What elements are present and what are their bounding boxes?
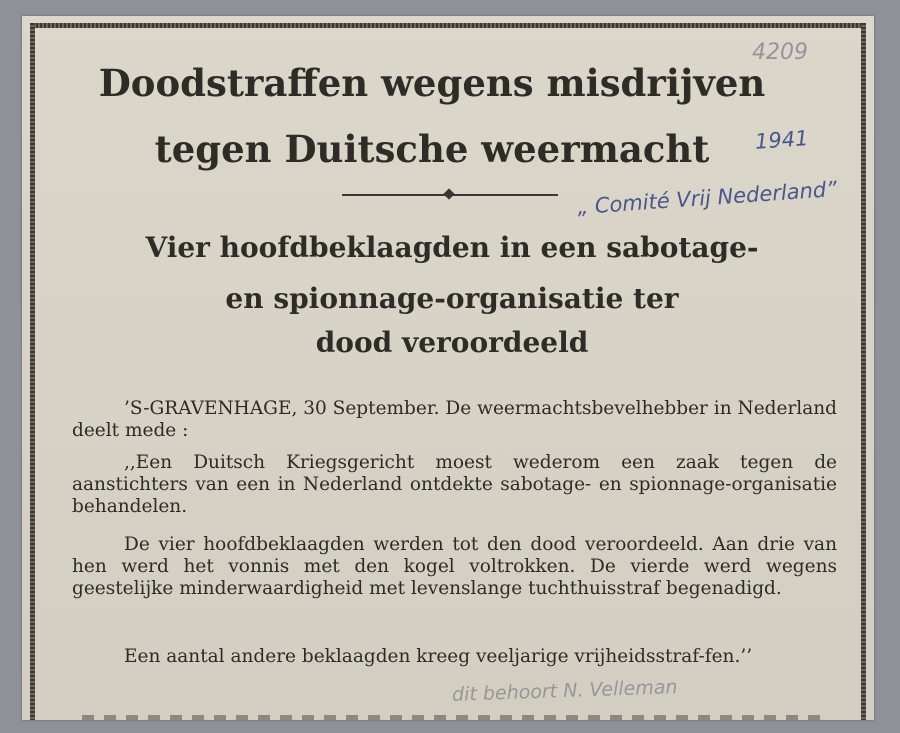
article-paragraph-3: De vier hoofdbeklaagden werden tot den dood veroordeeld. Aan drie van hen werd het vonnis met den kogel voltrokken. De vierde werd wegens geestelijke minderwaardigheid met levenslange tuchthuisstraf begenadigd.	[72, 534, 837, 599]
cut-off-next-line	[82, 715, 822, 720]
handwritten-year: 1941	[754, 126, 810, 154]
clipping-paper	[22, 16, 874, 720]
decorative-border-left	[30, 23, 35, 720]
subheadline-line-3: dood veroordeeld	[315, 326, 589, 359]
decorative-border-top	[32, 23, 864, 28]
handwritten-organisation: „ Comité Vrij Nederland”	[576, 176, 838, 220]
article-paragraph-4: Een aantal andere beklaagden kreeg veeljarige vrijheidsstraf-fen.’’	[124, 646, 753, 667]
handwritten-bottom-note: dit behoort N. Velleman	[451, 676, 678, 706]
headline-line-1: Doodstraffen wegens misdrijven	[98, 61, 766, 105]
subheadline-line-1: Vier hoofdbeklaagden in een sabotage-	[145, 231, 759, 264]
headline-line-2: tegen Duitsche weermacht	[154, 127, 710, 171]
subheadline-line-2: en spionnage-organisatie ter	[225, 282, 679, 315]
article-paragraph-2: ,,Een Duitsch Kriegsgericht moest wederom een zaak tegen de aanstichters van een in Nederland ontdekte sabotage- en spionnage-organisatie behandelen.	[72, 452, 837, 517]
article-paragraph-1: ’S-GRAVENHAGE, 30 September. De weermachtsbevelhebber in Nederland deelt mede :	[72, 398, 837, 441]
archive-number-annotation: 4209	[752, 40, 808, 65]
decorative-border-right	[861, 23, 866, 720]
divider-ornament-icon	[443, 188, 454, 199]
